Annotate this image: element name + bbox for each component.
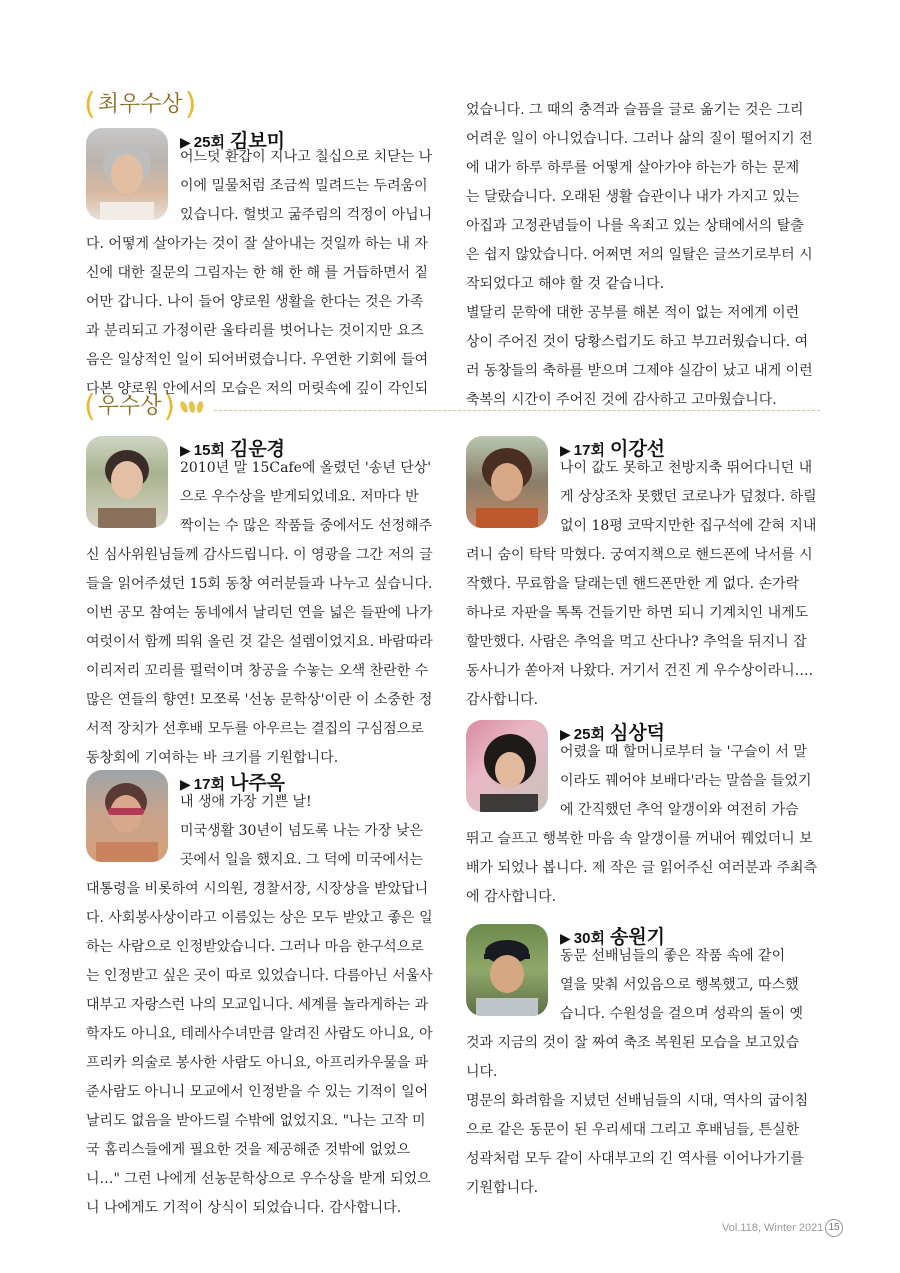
text-line: 으로 같은 동문이 된 우리세대 그리고 후배님들, 튼실한: [466, 1122, 800, 1138]
text-line: 신에 대한 질문의 그림자는 한 해 한 해 를 거듭하면서 짙: [86, 265, 429, 281]
text-line: 기원합니다.: [466, 1180, 539, 1196]
text-line: 뛰고 슬프고 행복한 마음 속 알갱이를 꺼내어 꿰었더니 보: [466, 831, 813, 847]
text-line: 다. 어떻게 살아가는 것이 잘 살아내는 것일까 하는 내 자: [86, 236, 429, 252]
text-line: 열을 맞춰 서있음으로 행복했고, 따스했: [560, 977, 799, 993]
text-line: 내 생애 가장 기쁜 날!: [180, 794, 312, 810]
text-line: 어렸을 때 할머니로부터 늘 '구슬이 서 말: [560, 744, 807, 760]
text-line: 하나로 자판을 톡톡 건들기만 하면 되니 기계치인 내게도: [466, 605, 809, 621]
text-line: 이에 밀물처럼 조금씩 밀려드는 두려움이: [180, 178, 428, 194]
text-line: 니다.: [466, 1064, 498, 1080]
text-line: 니…" 그런 나에게 선농문학상으로 우수상을 받게 되었으: [86, 1171, 431, 1187]
text-line: 는 인정받고 싶은 곳이 따로 있었습니다. 다름아닌 서울사: [86, 968, 433, 984]
text-line: 어려운 일이 아니었습니다. 그러나 삶의 질이 떨어지기 전: [466, 131, 813, 147]
entry-name: 심상덕: [609, 722, 666, 744]
text-line: 러 동창들의 축하를 받으며 그제야 실감이 났고 내게 이런: [466, 363, 813, 379]
text-line: 들을 읽어주셨던 15회 동창 여러분들과 나누고 싶습니다.: [86, 576, 433, 592]
section-title-text: 우수상: [97, 394, 162, 419]
entry-issue: 25회: [193, 134, 225, 151]
entry-issue: 15회: [193, 442, 225, 459]
text-line: 에 간직했던 추억 알갱이와 여전히 가슴: [560, 802, 799, 818]
text-line: 미국생활 30년이 넘도록 나는 가장 낮은: [180, 823, 423, 839]
text-line: 신 심사위원님들께 감사드립니다. 이 영광을 그간 저의 글: [86, 547, 433, 563]
text-line: 작되었다고 해야 할 것 같습니다.: [466, 276, 665, 292]
portrait-photo: [86, 770, 168, 862]
triangle-bullet-icon: ▶: [180, 443, 191, 459]
text-line: 습니다. 수원성을 걸으며 성곽의 돌이 옛: [560, 1006, 804, 1022]
text-line: 아집과 고정관념들이 나를 옥죄고 있는 상태에서의 탈출: [466, 218, 804, 234]
text-line: 에 내가 하루 하루를 어떻게 살아가야 하는가 하는 문제: [466, 160, 800, 176]
bracket-left-icon: (: [84, 87, 96, 122]
text-line: 동문 선배님들의 좋은 작품 속에 같이: [560, 948, 786, 964]
text-line: 있습니다. 헐벗고 굶주림의 걱정이 아닙니: [180, 207, 433, 223]
triangle-bullet-icon: ▶: [560, 931, 571, 947]
triangle-bullet-icon: ▶: [180, 777, 191, 793]
entry-issue: 30회: [573, 930, 605, 947]
text-line: 동사니가 쏟아져 나왔다. 거기서 건진 게 우수상이라니….: [466, 663, 814, 679]
text-line: 었습니다. 그 때의 충격과 슬픔을 글로 옮기는 것은 그리: [466, 102, 804, 118]
text-line: 별달리 문학에 대한 공부를 해본 적이 없는 저에게 이런: [466, 305, 800, 321]
text-line: 려니 숨이 탁탁 막혔다. 궁여지책으로 핸드폰에 낙서를 시: [466, 547, 813, 563]
text-line: 것과 지금의 것이 잘 짜여 축조 복원된 모습을 보고있습: [466, 1035, 800, 1051]
text-line: 이리저리 꼬리를 펄럭이며 창공을 수놓는 오색 찬란한 수: [86, 663, 429, 679]
portrait-photo: [466, 720, 548, 812]
text-line: 어느덧 환갑이 지나고 칠십으로 치닫는 나: [180, 149, 433, 165]
text-line: 할만했다. 사람은 추억을 먹고 산다나? 추억을 뒤지니 잡: [466, 634, 807, 650]
entry-issue: 17회: [573, 442, 605, 459]
text-line: 이번 공모 참여는 동네에서 날리던 연을 넓은 들판에 나가: [86, 605, 433, 621]
section-title-best: [84, 87, 197, 122]
text-line: 어만 갑니다. 나이 들어 양로원 생활을 한다는 것은 가족: [86, 294, 424, 310]
entry-name: 나주옥: [229, 772, 286, 794]
text-line: 곳에서 일을 했지요. 그 덕에 미국에서는: [180, 852, 424, 868]
entry-name: 김운경: [229, 438, 286, 460]
bracket-right-icon: ): [184, 87, 197, 122]
text-line: 하는 사람으로 인정받았습니다. 그러나 마음 한구석으로: [86, 939, 424, 955]
text-line: 는 달랐습니다. 오래된 생활 습관이나 내가 가지고 있는: [466, 189, 800, 205]
text-line: 2010년 말 15Cafe에 올렸던 '송년 단상': [180, 460, 432, 476]
text-line: 은 쉽지 않았습니다. 어쩌면 저의 일탈은 글쓰기로부터 시: [466, 247, 813, 263]
text-line: 다본 양로원 안에서의 모습은 저의 머릿속에 깊이 각인되: [86, 381, 429, 397]
triangle-bullet-icon: ▶: [560, 727, 571, 743]
text-line: 으로 우수상을 받게되었네요. 저마다 반: [180, 489, 419, 505]
text-line: 성곽처럼 모두 같이 사대부고의 긴 역사를 이어나가기를: [466, 1151, 804, 1167]
text-line: 감사합니다.: [466, 692, 539, 708]
text-line: 많은 연들의 향연! 모쪼록 '선농 문학상'이란 이 소중한 정: [86, 692, 433, 708]
entry-issue: 17회: [193, 776, 225, 793]
text-line: 날리도 없음을 받아드릴 수밖에 없었지요. "나는 고작 미: [86, 1113, 426, 1129]
text-line: 서적 장치가 선후배 모두를 아우르는 결집의 구심점으로: [86, 721, 424, 737]
entry-name: 김보미: [229, 130, 286, 152]
portrait-photo: [466, 924, 548, 1016]
text-line: 대통령을 비롯하여 시의원, 경찰서장, 시장상을 받았답니: [86, 881, 429, 897]
text-line: 에 감사합니다.: [466, 889, 557, 905]
text-line: 배가 되었나 봅니다. 제 작은 글 읽어주신 여러분과 주최측: [466, 860, 818, 876]
text-line: 상이 주어진 것이 당황스럽기도 하고 부끄러웠습니다. 여: [466, 334, 809, 350]
text-line: 없이 18평 코딱지만한 집구석에 갇혀 지내: [560, 518, 817, 534]
text-line: 니 나에게도 기적이 상식이 되었습니다. 감사합니다.: [86, 1200, 402, 1216]
text-line: 축복의 시간이 주어진 것에 감사하고 고마웠습니다.: [466, 392, 777, 408]
portrait-photo: [466, 436, 548, 528]
text-line: 대부고 자랑스런 나의 모교입니다. 세계를 놀라게하는 과: [86, 997, 429, 1013]
text-line: 과 분리되고 가정이란 울타리를 벗어나는 것이지만 요즈: [86, 323, 424, 339]
entry-name: 송원기: [609, 926, 666, 948]
text-line: 게 상상조차 못했던 코로나가 덮쳤다. 하릴: [560, 489, 817, 505]
text-line: 동창회에 기여하는 바 크기를 기원합니다.: [86, 750, 339, 766]
entry-issue: 25회: [573, 726, 605, 743]
footer-volume: Vol.118, Winter 2021: [722, 1222, 824, 1234]
text-line: 짝이는 수 많은 작품들 중에서도 선정해주: [180, 518, 433, 534]
bracket-right-icon: ): [163, 389, 176, 424]
text-line: 명문의 화려함을 지녔던 선배님들의 시대, 역사의 굽이침: [466, 1093, 809, 1109]
text-line: 음은 일상적인 일이 되어버렸습니다. 우연한 기회에 들여: [86, 352, 429, 368]
text-line: 다. 사회봉사상이라고 이름있는 상은 모두 받았고 좋은 일: [86, 910, 433, 926]
text-line: 준사람도 아니니 모교에서 인정받을 수 있는 기적이 일어: [86, 1084, 429, 1100]
page-number: 15: [825, 1219, 843, 1237]
text-line: 학자도 아니요, 테레사수녀만큼 알려진 사람도 아니요, 아: [86, 1026, 433, 1042]
section-title-text: 최우수상: [97, 92, 183, 117]
triangle-bullet-icon: ▶: [180, 135, 191, 151]
triangle-bullet-icon: ▶: [560, 443, 571, 459]
text-line: 나이 값도 못하고 천방지축 뛰어다니던 내: [560, 460, 813, 476]
text-line: 프리카 의술로 봉사한 사람도 아니요, 아프리카우물을 파: [86, 1055, 429, 1071]
entry-name: 이강선: [609, 438, 666, 460]
text-line: 여럿이서 함께 띄워 올린 것 같은 설렘이었지요. 바람따라: [86, 634, 433, 650]
portrait-photo: [86, 436, 168, 528]
text-line: 작했다. 무료함을 달래는덴 핸드폰만한 게 없다. 손가락: [466, 576, 800, 592]
text-line: 국 홈리스들에게 필요한 것을 제공해준 것밖에 없었으: [86, 1142, 411, 1158]
text-line: 이라도 꿰어야 보배다'라는 말씀을 들었기: [560, 773, 812, 789]
bracket-left-icon: (: [84, 389, 96, 424]
portrait-photo: [86, 128, 168, 220]
